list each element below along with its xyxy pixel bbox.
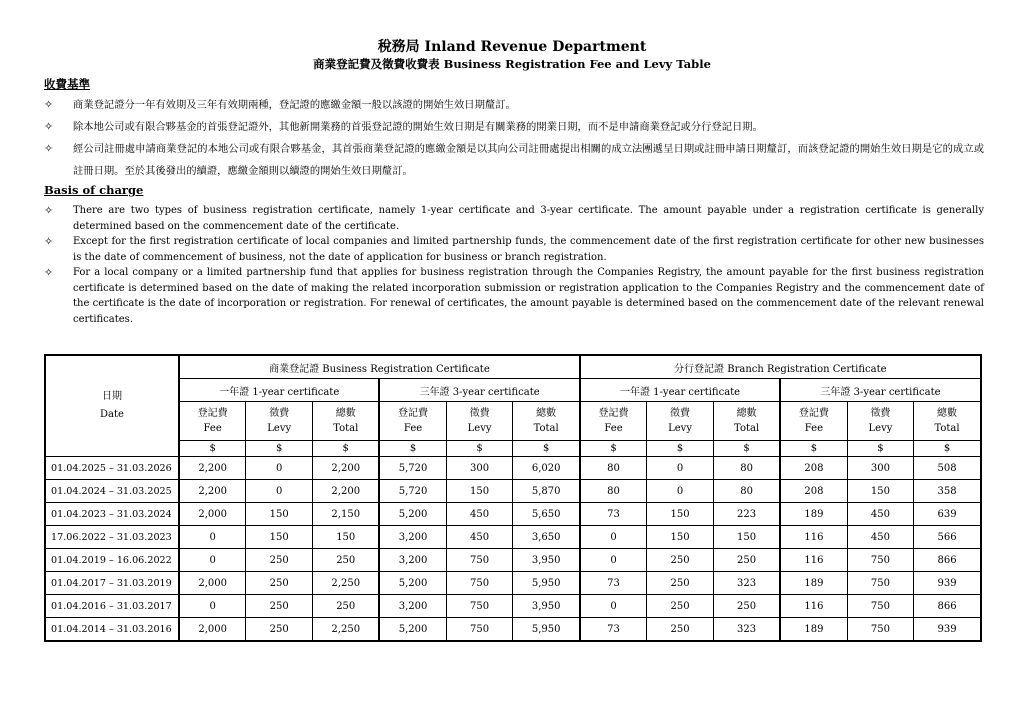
amount-cell: 566 <box>914 526 981 549</box>
amount-cell: 750 <box>446 618 513 642</box>
table-row <box>45 618 981 642</box>
amount-cell: 250 <box>246 549 313 572</box>
group-header-business: 商業登記證 Business Registration Certificate <box>179 355 580 379</box>
amount-cell: 300 <box>847 457 914 480</box>
table-row <box>45 457 981 480</box>
amount-cell: 150 <box>446 480 513 503</box>
amount-cell: 0 <box>580 549 647 572</box>
amount-cell: 116 <box>780 549 847 572</box>
amount-cell: 323 <box>713 618 780 642</box>
amount-cell: 116 <box>780 595 847 618</box>
amount-cell: 80 <box>580 457 647 480</box>
currency-cell: $ <box>580 441 647 457</box>
amount-cell: 2,000 <box>179 572 246 595</box>
amount-cell: 2,000 <box>179 503 246 526</box>
amount-cell: 5,870 <box>513 480 580 503</box>
amount-cell: 250 <box>647 572 714 595</box>
amount-cell: 3,950 <box>513 549 580 572</box>
amount-cell: 116 <box>780 526 847 549</box>
basis-heading-zh: 收費基準 <box>44 77 90 91</box>
amount-cell: 450 <box>446 526 513 549</box>
amount-cell: 0 <box>246 480 313 503</box>
amount-cell: 150 <box>647 526 714 549</box>
table-row <box>45 595 981 618</box>
amount-cell: 0 <box>580 526 647 549</box>
cert-header-3y: 三年證 3-year certificate <box>379 379 579 402</box>
amount-cell: 5,950 <box>513 618 580 642</box>
amount-cell: 5,200 <box>379 503 446 526</box>
amount-cell: 358 <box>914 480 981 503</box>
amount-cell: 939 <box>914 618 981 642</box>
amount-cell: 2,250 <box>313 572 380 595</box>
amount-cell: 639 <box>914 503 981 526</box>
amount-cell: 5,720 <box>379 457 446 480</box>
amount-cell: 450 <box>847 503 914 526</box>
amount-cell: 2,200 <box>313 457 380 480</box>
date-range-cell: 01.04.2019 – 16.06.2022 <box>45 549 179 572</box>
currency-cell: $ <box>246 441 313 457</box>
amount-cell: 189 <box>780 618 847 642</box>
amount-cell: 250 <box>713 549 780 572</box>
table-row <box>45 549 981 572</box>
col-header-total: 總數 Total <box>914 402 981 441</box>
amount-cell: 80 <box>713 457 780 480</box>
col-header-total: 總數 Total <box>513 402 580 441</box>
amount-cell: 250 <box>246 572 313 595</box>
amount-cell: 866 <box>914 549 981 572</box>
amount-cell: 73 <box>580 503 647 526</box>
date-range-cell: 01.04.2023 – 31.03.2024 <box>45 503 179 526</box>
currency-cell: $ <box>179 441 246 457</box>
amount-cell: 2,200 <box>313 480 380 503</box>
col-header-fee: 登記費 Fee <box>379 402 446 441</box>
currency-cell: $ <box>446 441 513 457</box>
diamond-star-icon: ✧ <box>44 142 54 155</box>
date-column-header: 日期 Date <box>45 355 179 457</box>
col-header-fee: 登記費 Fee <box>780 402 847 441</box>
amount-cell: 250 <box>313 595 380 618</box>
col-header-total: 總數 Total <box>713 402 780 441</box>
amount-cell: 250 <box>313 549 380 572</box>
diamond-star-icon: ✧ <box>44 235 54 248</box>
diamond-star-icon: ✧ <box>44 98 54 111</box>
amount-cell: 0 <box>246 457 313 480</box>
amount-cell: 0 <box>179 526 246 549</box>
col-header-levy: 徵費 Levy <box>246 402 313 441</box>
amount-cell: 5,650 <box>513 503 580 526</box>
amount-cell: 3,650 <box>513 526 580 549</box>
amount-cell: 80 <box>713 480 780 503</box>
date-range-cell: 01.04.2014 – 31.03.2016 <box>45 618 179 642</box>
amount-cell: 208 <box>780 457 847 480</box>
date-range-cell: 01.04.2017 – 31.03.2019 <box>45 572 179 595</box>
amount-cell: 5,950 <box>513 572 580 595</box>
amount-cell: 5,200 <box>379 618 446 642</box>
table-row <box>45 572 981 595</box>
amount-cell: 150 <box>246 503 313 526</box>
basis-heading-en: Basis of charge <box>44 183 144 197</box>
amount-cell: 80 <box>580 480 647 503</box>
col-header-fee: 登記費 Fee <box>580 402 647 441</box>
amount-cell: 750 <box>847 595 914 618</box>
amount-cell: 73 <box>580 572 647 595</box>
basis-item-en: ✧ For a local company or a limited partnership fund that applies for business registration through the Companies Registry, the amount payable for the first business registration certificate is determined based on the date of making the related incorporation submission or registration application to the Companies Registry and the commencement date of the certificate is the date of incorporation or registration. For renewal of certificates, the amount payable is determined based on the commencement date of the relevant renewal certificates. <box>44 266 984 325</box>
col-header-fee: 登記費 Fee <box>179 402 246 441</box>
currency-cell: $ <box>313 441 380 457</box>
currency-cell: $ <box>914 441 981 457</box>
amount-cell: 0 <box>647 457 714 480</box>
amount-cell: 150 <box>713 526 780 549</box>
amount-cell: 3,200 <box>379 549 446 572</box>
basis-item-zh: ✧ 經公司註冊處申請商業登記的本地公司或有限合夥基金，其首張商業登記證的應繳金額是以其向公司註冊處提出相關的成立法團遞呈日期或註冊申請日期釐訂，而該登記證的開始生效日期是它的成立或註冊日期。至於其後發出的續證，應繳金額則以續證的開始生效日期釐訂。 <box>44 138 984 182</box>
amount-cell: 150 <box>847 480 914 503</box>
diamond-star-icon: ✧ <box>44 204 54 217</box>
amount-cell: 508 <box>914 457 981 480</box>
amount-cell: 3,200 <box>379 526 446 549</box>
table-row <box>45 526 981 549</box>
col-header-total: 總數 Total <box>313 402 380 441</box>
amount-cell: 6,020 <box>513 457 580 480</box>
basis-list-zh <box>44 94 984 182</box>
amount-cell: 750 <box>847 618 914 642</box>
amount-cell: 2,250 <box>313 618 380 642</box>
diamond-star-icon: ✧ <box>44 266 54 279</box>
amount-cell: 2,000 <box>179 618 246 642</box>
amount-cell: 250 <box>246 595 313 618</box>
amount-cell: 300 <box>446 457 513 480</box>
amount-cell: 750 <box>446 549 513 572</box>
currency-cell: $ <box>647 441 714 457</box>
amount-cell: 2,150 <box>313 503 380 526</box>
amount-cell: 250 <box>647 595 714 618</box>
amount-cell: 73 <box>580 618 647 642</box>
amount-cell: 750 <box>847 549 914 572</box>
col-header-levy: 徵費 Levy <box>446 402 513 441</box>
col-header-levy: 徵費 Levy <box>847 402 914 441</box>
basis-item-zh: ✧ 商業登記證分一年有效期及三年有效期兩種，登記證的應繳金額一般以該證的開始生效日期釐訂。 <box>44 94 984 116</box>
amount-cell: 150 <box>313 526 380 549</box>
basis-item-en: ✧ Except for the first registration certificate of local companies and limited partnership funds, the commencement date of the first registration certificate for other new businesses is the date of commencement of business, not the date of application for business or branch registration. <box>44 235 984 263</box>
amount-cell: 189 <box>780 572 847 595</box>
amount-cell: 750 <box>847 572 914 595</box>
amount-cell: 0 <box>580 595 647 618</box>
group-header-branch: 分行登記證 Branch Registration Certificate <box>580 355 981 379</box>
table-row <box>45 480 981 503</box>
amount-cell: 450 <box>847 526 914 549</box>
amount-cell: 208 <box>780 480 847 503</box>
amount-cell: 450 <box>446 503 513 526</box>
amount-cell: 250 <box>713 595 780 618</box>
amount-cell: 5,720 <box>379 480 446 503</box>
amount-cell: 250 <box>647 549 714 572</box>
amount-cell: 3,200 <box>379 595 446 618</box>
currency-cell: $ <box>379 441 446 457</box>
amount-cell: 750 <box>446 595 513 618</box>
cert-header-1y: 一年證 1-year certificate <box>179 379 379 402</box>
date-range-cell: 01.04.2016 – 31.03.2017 <box>45 595 179 618</box>
basis-item-zh: ✧ 除本地公司或有限合夥基金的首張登記證外，其他新開業務的首張登記證的開始生效日期是有關業務的開業日期，而不是申請商業登記或分行登記日期。 <box>44 116 984 138</box>
date-range-cell: 17.06.2022 – 31.03.2023 <box>45 526 179 549</box>
amount-cell: 0 <box>647 480 714 503</box>
amount-cell: 2,200 <box>179 480 246 503</box>
basis-item-en: ✧ There are two types of business registration certificate, namely 1-year certificate and 3-year certificate. The amount payable under a registration certificate is generally determined based on the commencement date of the certificate. <box>44 204 984 232</box>
document-subtitle: 商業登記費及徵費收費表 Business Registration Fee and Levy Table <box>313 57 711 71</box>
table-row <box>45 503 981 526</box>
fee-levy-table <box>44 354 982 642</box>
cert-header-1y: 一年證 1-year certificate <box>580 379 780 402</box>
cert-header-3y: 三年證 3-year certificate <box>780 379 980 402</box>
currency-cell: $ <box>713 441 780 457</box>
amount-cell: 750 <box>446 572 513 595</box>
currency-cell: $ <box>780 441 847 457</box>
amount-cell: 323 <box>713 572 780 595</box>
currency-cell: $ <box>847 441 914 457</box>
document-title: 稅務局 Inland Revenue Department <box>377 39 647 55</box>
amount-cell: 250 <box>647 618 714 642</box>
amount-cell: 2,200 <box>179 457 246 480</box>
date-range-cell: 01.04.2025 – 31.03.2026 <box>45 457 179 480</box>
amount-cell: 150 <box>246 526 313 549</box>
amount-cell: 939 <box>914 572 981 595</box>
diamond-star-icon: ✧ <box>44 120 54 133</box>
amount-cell: 0 <box>179 595 246 618</box>
date-range-cell: 01.04.2024 – 31.03.2025 <box>45 480 179 503</box>
amount-cell: 250 <box>246 618 313 642</box>
currency-cell: $ <box>513 441 580 457</box>
amount-cell: 189 <box>780 503 847 526</box>
amount-cell: 866 <box>914 595 981 618</box>
amount-cell: 150 <box>647 503 714 526</box>
amount-cell: 3,950 <box>513 595 580 618</box>
amount-cell: 223 <box>713 503 780 526</box>
amount-cell: 5,200 <box>379 572 446 595</box>
amount-cell: 0 <box>179 549 246 572</box>
basis-list-en <box>44 203 984 327</box>
col-header-levy: 徵費 Levy <box>647 402 714 441</box>
